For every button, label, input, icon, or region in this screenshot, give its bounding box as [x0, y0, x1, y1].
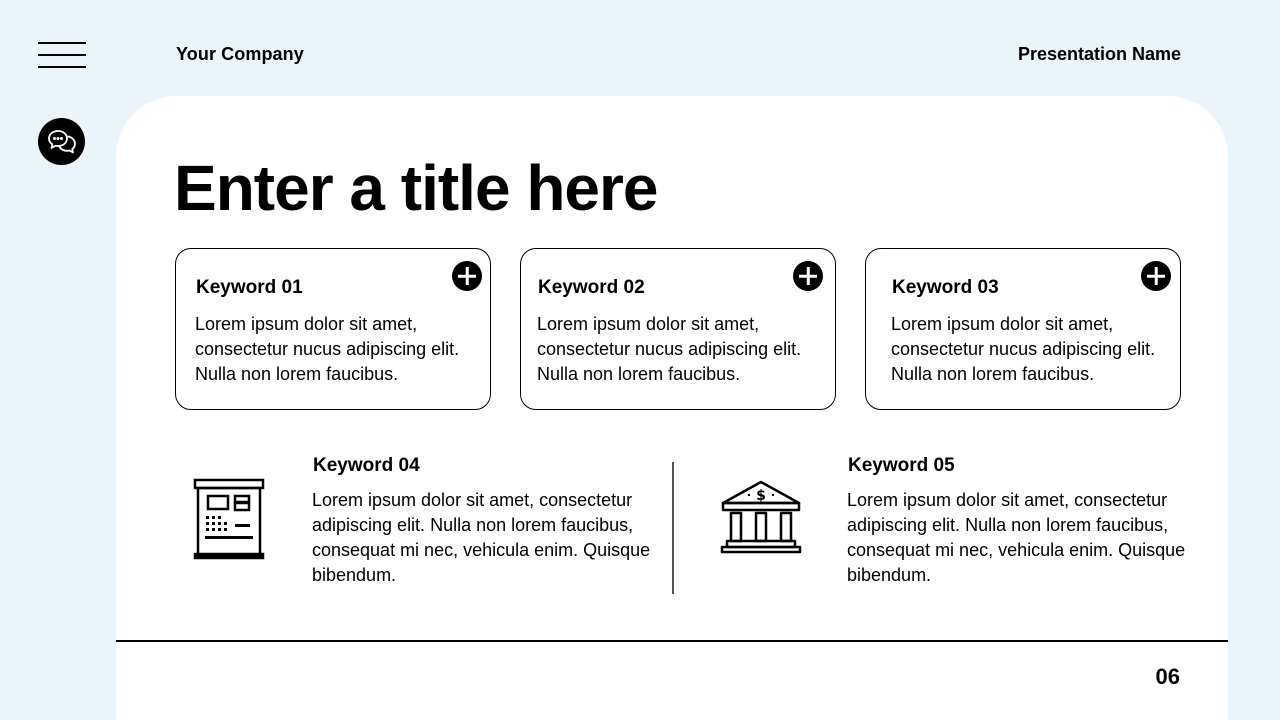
keyword-heading: Keyword 04 — [313, 455, 420, 476]
vertical-divider — [672, 462, 674, 594]
presentation-name: Presentation Name — [1017, 44, 1181, 64]
chat-bubbles-icon[interactable] — [38, 118, 85, 165]
keyword-heading: Keyword 03 — [892, 277, 999, 298]
plus-circle-icon[interactable] — [1141, 261, 1171, 291]
atm-machine-icon — [193, 478, 265, 560]
plus-circle-icon[interactable] — [793, 261, 823, 291]
keyword-heading: Keyword 05 — [848, 455, 955, 476]
keyword-text: Lorem ipsum dolor sit amet, consectetur nucus adipiscing elit. Nulla non lorem faucibus. — [537, 314, 802, 384]
keyword-box-2 — [520, 248, 836, 410]
keyword-box-1 — [175, 248, 491, 410]
bank-building-icon — [719, 479, 803, 555]
menu-icon[interactable] — [38, 42, 86, 70]
keyword-text: Lorem ipsum dolor sit amet, consectetur adipiscing elit. Nulla non lorem faucibus, consequat mi nec, vehicula enim. Quisque bibendum. — [847, 490, 1186, 585]
slide-title: Enter a title here — [174, 152, 658, 224]
svg-text:$: $ — [756, 488, 766, 504]
keyword-text: Lorem ipsum dolor sit amet, consectetur adipiscing elit. Nulla non lorem faucibus, consequat mi nec, vehicula enim. Quisque bibendum. — [312, 490, 651, 585]
company-name: Your Company — [176, 44, 304, 64]
footer-divider — [116, 640, 1228, 642]
keyword-heading: Keyword 02 — [538, 277, 645, 298]
keyword-box-3 — [865, 248, 1181, 410]
keyword-text: Lorem ipsum dolor sit amet, consectetur nucus adipiscing elit. Nulla non lorem faucibus. — [195, 314, 460, 384]
keyword-heading: Keyword 01 — [196, 277, 303, 298]
keyword-text: Lorem ipsum dolor sit amet, consectetur nucus adipiscing elit. Nulla non lorem faucibus. — [891, 314, 1156, 384]
page-number: 06 — [1155, 664, 1180, 689]
plus-circle-icon[interactable] — [452, 261, 482, 291]
